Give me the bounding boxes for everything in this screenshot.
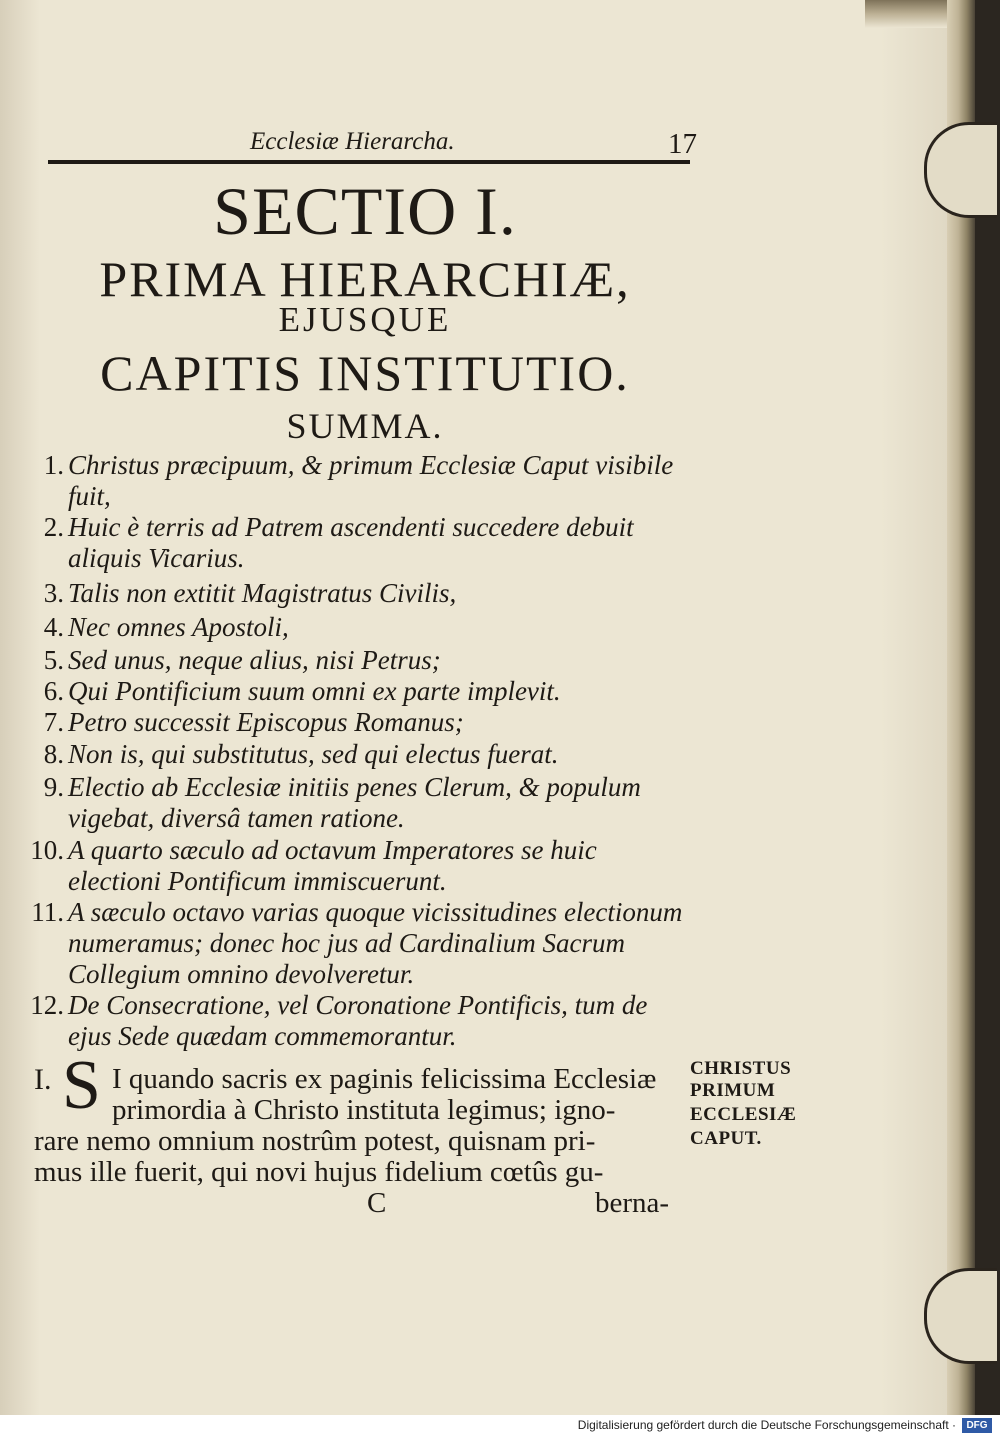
running-head: Ecclesiæ Hierarcha.: [250, 128, 455, 155]
summary-item-number: 12.: [30, 990, 64, 1020]
summary-item-text: Non is, qui substitutus, sed qui electus fuerat.: [68, 739, 559, 769]
margin-note-line: CHRISTUS: [690, 1058, 792, 1079]
summary-item-number: 11.: [31, 897, 64, 927]
summary-item-text: Sed unus, neque alius, nisi Petrus;: [68, 645, 441, 675]
section-subtitle-line1: PRIMA HIERARCHIÆ,: [99, 251, 631, 307]
section-subtitle-line3: CAPITIS INSTITUTIO.: [100, 345, 630, 401]
footer-credit: Digitalisierung gefördert durch die Deutsche Forschungsgemeinschaft ·: [577, 1418, 956, 1432]
body-line: rare nemo omnium nostrûm potest, quisnam pri-: [34, 1125, 596, 1157]
header-rule: [48, 160, 690, 164]
signature-mark: C: [367, 1187, 387, 1219]
summary-item-number: 3.: [43, 578, 64, 608]
summary-item-text: Talis non extitit Magistratus Civilis,: [68, 578, 457, 608]
summary-item-text: Nec omnes Apostoli,: [68, 612, 289, 642]
summary-item-number: 2.: [43, 512, 64, 542]
summary-item-number: 9.: [43, 772, 64, 802]
catchword: berna-: [595, 1187, 670, 1219]
drop-cap: S: [62, 1047, 101, 1124]
summary-heading: SUMMA.: [286, 406, 444, 446]
summary-item-number: 6.: [43, 676, 64, 706]
section-subtitle-line2: EJUSQUE: [278, 300, 452, 339]
summary-item-text: A sæculo octavo varias quoque vicissitudines electionum numeramus; donec hoc jus ad Cardinalium Sacrum Collegium omnino devolveretur.: [68, 897, 683, 989]
summary-item-text: Christus præcipuum, & primum Ecclesiæ Caput visibile fuit,: [68, 450, 674, 511]
page-number: 17: [668, 128, 697, 160]
summary-item-text: Qui Pontificium suum omni ex parte implevit.: [68, 676, 561, 706]
margin-note-line: PRIMUM: [690, 1080, 776, 1101]
margin-note-line: CAPUT.: [690, 1128, 762, 1149]
summary-item-number: 5.: [43, 645, 64, 675]
body-line: I quando sacris ex paginis felicissima Ecclesiæ: [112, 1063, 657, 1095]
summary-item-number: 8.: [43, 739, 64, 769]
section-title: SECTIO I.: [213, 173, 517, 249]
margin-note-line: ECCLESIÆ: [690, 1104, 797, 1125]
summary-item-text: De Consecratione, vel Coronatione Pontificis, tum de ejus Sede quædam commemorantur.: [68, 990, 648, 1051]
body-line: primordia à Christo instituta legimus; igno-: [112, 1094, 616, 1126]
body-line: mus ille fuerit, qui novi hujus fidelium cœtûs gu-: [34, 1156, 604, 1188]
summary-item-text: Petro successit Episcopus Romanus;: [68, 707, 464, 737]
summary-item-text: Huic è terris ad Patrem ascendenti succedere debuit aliquis Vicarius.: [68, 512, 634, 573]
summary-item-number: 7.: [43, 707, 64, 737]
paragraph-number: I.: [34, 1063, 52, 1096]
summary-item-number: 10.: [30, 835, 64, 865]
summary-item-text: Electio ab Ecclesiæ initiis penes Clerum, & populum vigebat, diversâ tamen ratione.: [68, 772, 641, 833]
summary-item-number: 4.: [43, 612, 64, 642]
summary-item-number: 1.: [43, 450, 64, 480]
dfg-logo: DFG: [962, 1418, 992, 1433]
summary-item-text: A quarto sæculo ad octavum Imperatores se huic electioni Pontificum immiscuerunt.: [68, 835, 597, 896]
